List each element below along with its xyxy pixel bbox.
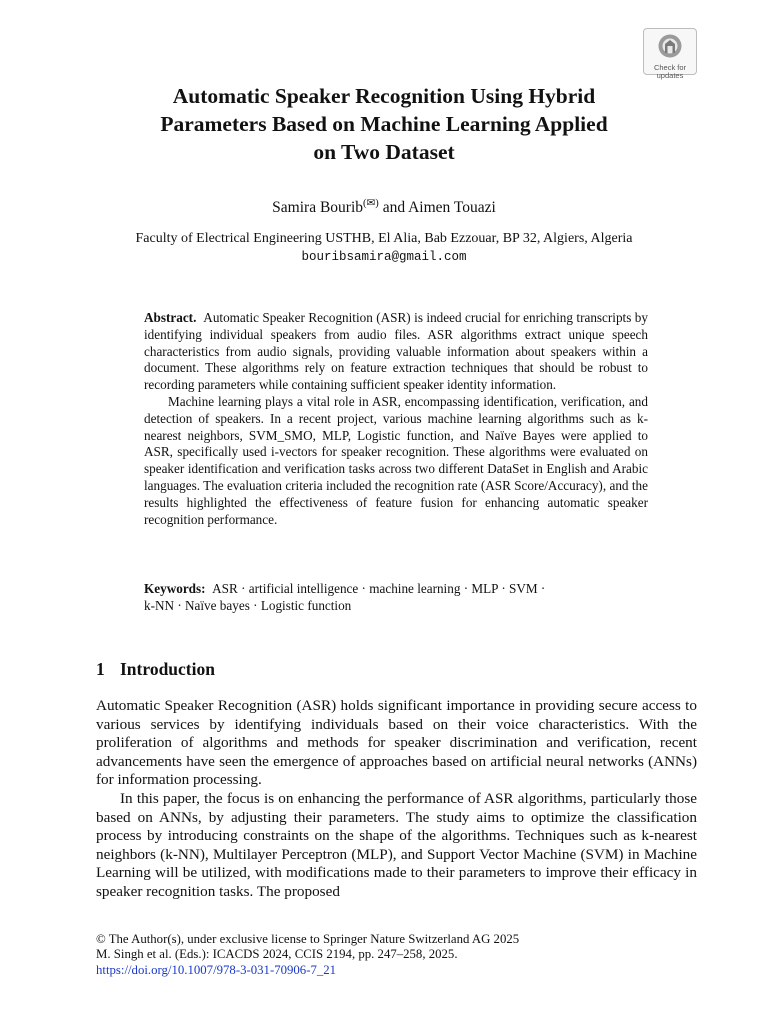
- section-number: 1: [96, 659, 105, 679]
- check-for-updates-icon: [644, 33, 696, 64]
- badge-line-2: updates: [656, 71, 684, 80]
- body-paragraph-1: Automatic Speaker Recognition (ASR) holds significant importance in providing secure access to various services by identifying individuals based on their voice characteristics. With the proliferation of algorithms and methods for speaker discrimination and verification, recent advancements have seen the emergence of approaches based on artificial neural networks (ANNs) for information processing.: [96, 697, 697, 789]
- author-email[interactable]: bouribsamira@gmail.com: [301, 250, 467, 264]
- body-text: [96, 697, 697, 902]
- affiliation: Faculty of Electrical Engineering USTHB, El Alia, Bab Ezzouar, BP 32, Algiers, Algeria: [135, 231, 633, 246]
- keywords-line-1: [144, 580, 648, 597]
- title-line-2: Parameters Based on Machine Learning Applied: [160, 112, 608, 136]
- keywords-label: Keywords:: [144, 581, 206, 596]
- paper-title: [84, 82, 684, 166]
- check-for-updates-badge[interactable]: [643, 28, 697, 80]
- keywords: [144, 580, 648, 614]
- corresponding-author-mail-icon[interactable]: (✉): [363, 198, 379, 209]
- abstract-paragraph-2: Machine learning plays a vital role in ASR, encompassing identification, verification, and detection of speakers. In a recent project, various machine learning algorithms such as k-nearest neighbors, SVM_SMO, MLP, Logistic function, and Naïve Bayes were applied to ASR, specifically used i-vectors for speaker recognition. These algorithms were evaluated on speaker identification and verification tasks across two different DataSet in English and Arabic languages. The evaluation criteria included the recognition rate (ASR Score/Accuracy), and the results highlighted the effectiveness of feature fusion for enhancing automatic speaker recognition performance.: [144, 393, 648, 527]
- doi-link[interactable]: https://doi.org/10.1007/978-3-031-70906-7_21: [96, 962, 337, 977]
- author-first: Samira Bourib: [272, 199, 364, 216]
- footer: [96, 932, 519, 978]
- title-line-3: on Two Dataset: [313, 140, 455, 164]
- abstract-text-1: Automatic Speaker Recognition (ASR) is indeed crucial for enriching transcripts by identifying individual speakers from audio files. ASR algorithms extract unique speech characteristics from audio signals, providing valuable information about speakers within a document. These algorithms rely on feature extraction techniques that should be robust to recording parameters while containing sufficient speaker identity information.: [144, 310, 648, 393]
- section-heading: [96, 657, 215, 681]
- abstract-paragraph-1: [144, 310, 648, 394]
- author-line: [84, 198, 684, 218]
- abstract: [144, 310, 648, 528]
- abstract-label: Abstract.: [144, 310, 197, 325]
- section-title: Introduction: [120, 659, 215, 679]
- author-connector: and: [378, 199, 409, 216]
- copyright-notice: © The Author(s), under exclusive license to Springer Nature Switzerland AG 2025: [96, 932, 520, 946]
- badge-line-1: Check for: [653, 63, 687, 72]
- author-second: Aimen Touazi: [408, 199, 496, 216]
- body-paragraph-2: In this paper, the focus is on enhancing the performance of ASR algorithms, particularly those based on ANNs, by adjusting their parameters. The study aims to optimize the classification process by introducing constraints on the shape of the algorithms. Techniques such as k-nearest neighbors (k-NN), Multilayer Perceptron (MLP), and Support Vector Machine (SVM) in Machine Learning will be utilized, with modifications made to their parameters to improve their efficacy in speaker recognition tasks. The proposed: [96, 789, 697, 900]
- citation: M. Singh et al. (Eds.): ICACDS 2024, CCIS 2194, pp. 247–258, 2025.: [96, 947, 458, 962]
- keywords-line-2: k-NN · Naïve bayes · Logistic function: [144, 598, 352, 613]
- keywords-text-1: ASR · artificial intelligence · machine learning · MLP · SVM ·: [212, 581, 546, 596]
- title-line-1: Automatic Speaker Recognition Using Hybrid: [172, 84, 596, 108]
